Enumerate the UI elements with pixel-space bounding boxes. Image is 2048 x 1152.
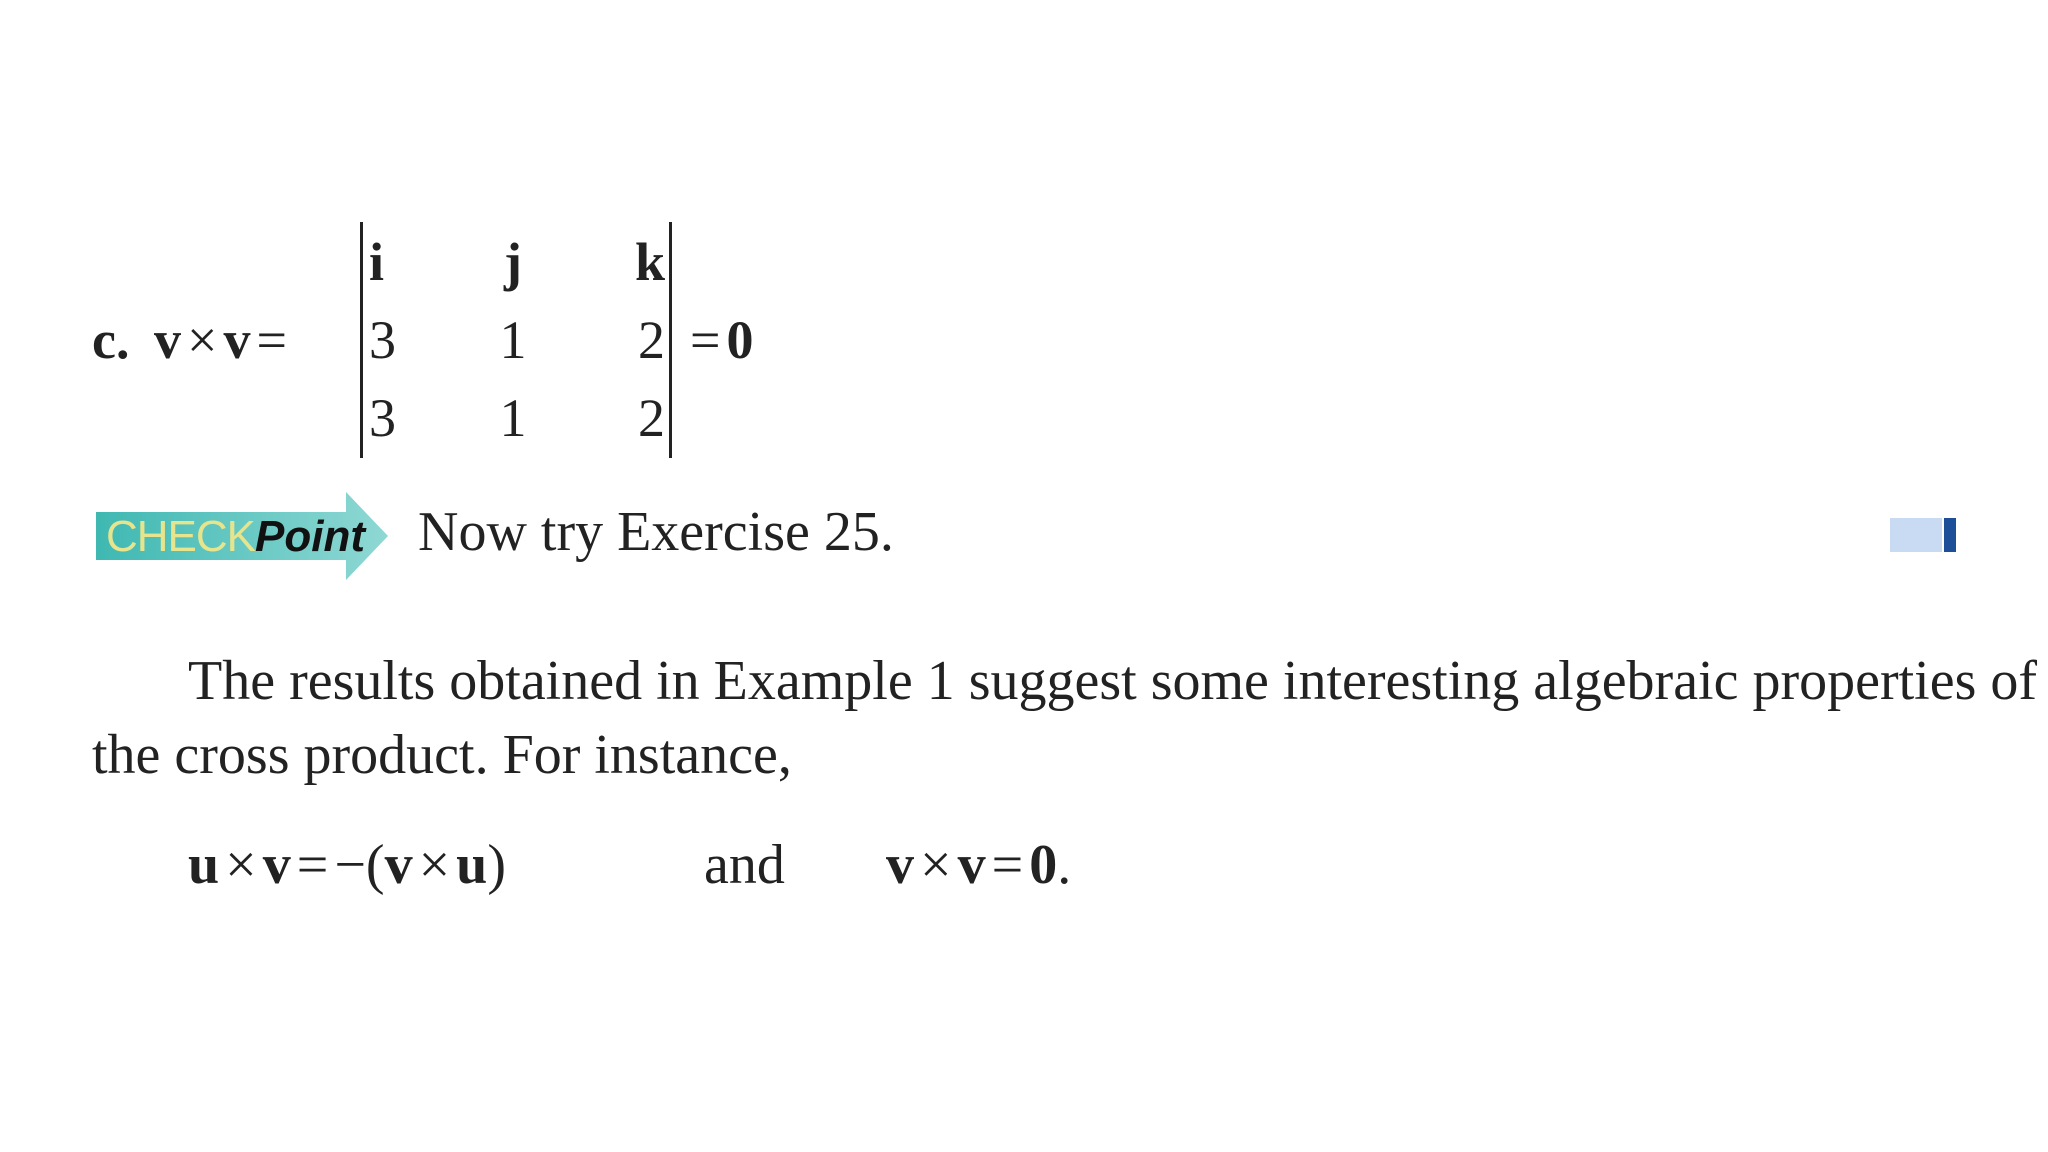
matrix-cell-i: i <box>369 232 385 292</box>
vector-v: v <box>886 834 914 896</box>
self-cross-property <box>886 830 1071 900</box>
matrix-cell-k: k <box>634 232 665 292</box>
equals-sign: = <box>296 834 329 896</box>
cross-operator: × <box>225 834 257 896</box>
matrix-cell: 1 <box>499 310 527 370</box>
checkpoint-badge-label <box>106 512 365 562</box>
cross-product-properties <box>0 830 2048 900</box>
negation-open-paren: −( <box>334 834 385 896</box>
checkpoint-exercise-text: Now try Exercise 25. <box>418 501 894 563</box>
rhs-equals: = <box>690 310 721 370</box>
lhs-equals: = <box>256 310 287 370</box>
close-paren: ) <box>487 834 506 896</box>
matrix-cell-j: j <box>504 232 522 292</box>
period: . <box>1057 834 1072 896</box>
vector-v: v <box>262 834 291 896</box>
lhs-cross-operator: × <box>187 310 218 370</box>
vector-u: u <box>456 834 488 896</box>
matrix-row <box>363 222 669 302</box>
part-label: c. <box>92 310 130 370</box>
vector-u: u <box>188 834 220 896</box>
body-paragraph <box>92 644 2038 792</box>
equals-sign: = <box>991 834 1024 896</box>
paragraph-line: the cross product. For instance, <box>92 724 792 786</box>
checkpoint-point-text: Point <box>255 512 366 561</box>
checkpoint-check-text: CHECK <box>106 512 256 561</box>
lhs-expression <box>154 310 293 370</box>
cross-operator: × <box>920 834 952 896</box>
lhs-vector-left: v <box>154 310 181 370</box>
rhs-zero-vector: 0 <box>726 310 754 370</box>
matrix-cell: 1 <box>499 388 527 448</box>
matrix-row <box>363 300 669 380</box>
checkpoint-badge <box>96 492 396 580</box>
matrix-cell: 2 <box>638 310 665 370</box>
determinant-matrix <box>360 222 672 458</box>
anticommutative-property <box>188 830 506 900</box>
matrix-cell: 3 <box>369 388 396 448</box>
zero-vector: 0 <box>1029 834 1058 896</box>
cross-operator: × <box>418 834 451 896</box>
determinant-equation <box>92 212 852 462</box>
matrix-cell: 3 <box>369 310 396 370</box>
vector-v: v <box>957 834 986 896</box>
lhs-vector-right: v <box>223 310 251 370</box>
connector-and: and <box>704 834 785 896</box>
vector-v: v <box>384 834 413 896</box>
paragraph-line: The results obtained in Example 1 suggest some interesting algebraic properties of <box>188 650 2038 712</box>
matrix-row <box>363 378 669 458</box>
end-of-example-marker-icon <box>1890 518 1956 552</box>
matrix-cell: 2 <box>638 388 665 448</box>
rhs-expression <box>684 310 753 370</box>
